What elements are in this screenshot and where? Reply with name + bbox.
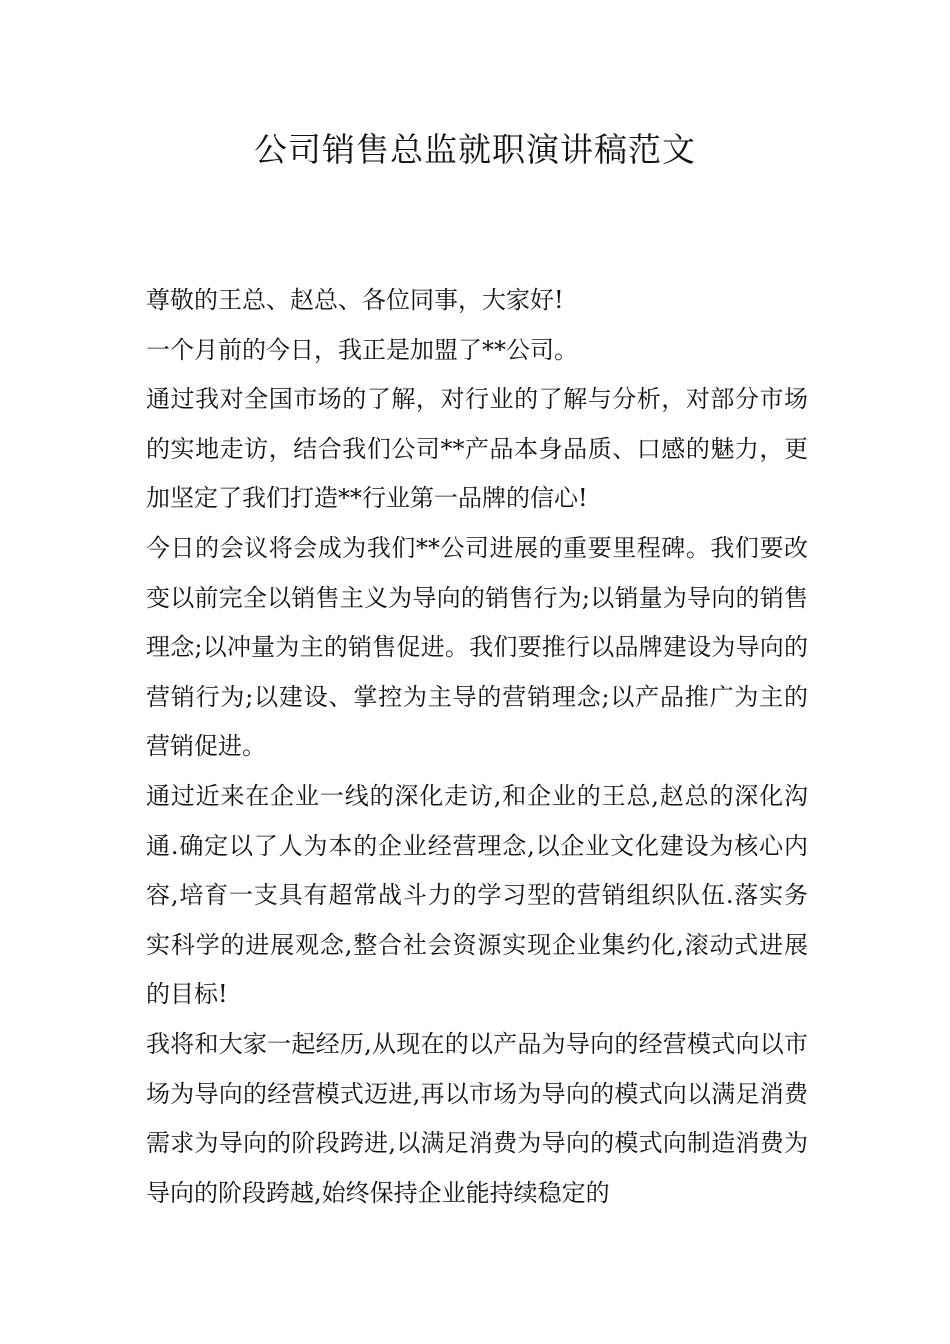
document-body xyxy=(146,276,808,1218)
paragraph-business-model: 我将和大家一起经历,从现在的以产品为导向的经营模式向以市场为导向的经营模式迈进,再以市场为导向的模式向以满足消费需求为导向的阶段跨进,以满足消费为导向的模式向制造消费为导向的阶段跨越,始终保持企业能持续稳定的 xyxy=(146,1029,808,1207)
document-title: 公司销售总监就职演讲稿范文 xyxy=(254,130,696,169)
paragraph-market-confidence: 通过我对全国市场的了解，对行业的了解与分析，对部分市场的实地走访，结合我们公司**产品本身品质、口感的魅力，更加坚定了我们打造**行业第一品牌的信心! xyxy=(146,385,808,513)
paragraph-greeting: 尊敬的王总、赵总、各位同事，大家好! xyxy=(146,286,564,314)
paragraph-joining: 一个月前的今日，我正是加盟了**公司。 xyxy=(146,335,578,364)
paragraph-management-philosophy: 通过近来在企业一线的深化走访,和企业的王总,赵总的深化沟通.确定以了人为本的企业经营理念,以企业文化建设为核心内容,培育一支具有超常战斗力的学习型的营销组织队伍.落实务实科学的进展观念,整合社会资源实现企业集约化,滚动式进展的目标! xyxy=(146,781,808,1009)
paragraph-meeting-milestone: 今日的会议将会成为我们**公司进展的重要里程碑。我们要改变以前完全以销售主义为导向的销售行为;以销量为导向的销售理念;以冲量为主的销售促进。我们要推行以品牌建设为导向的营销行为;以建设、掌控为主导的营销理念;以产品推广为主的营销促进。 xyxy=(146,533,808,761)
